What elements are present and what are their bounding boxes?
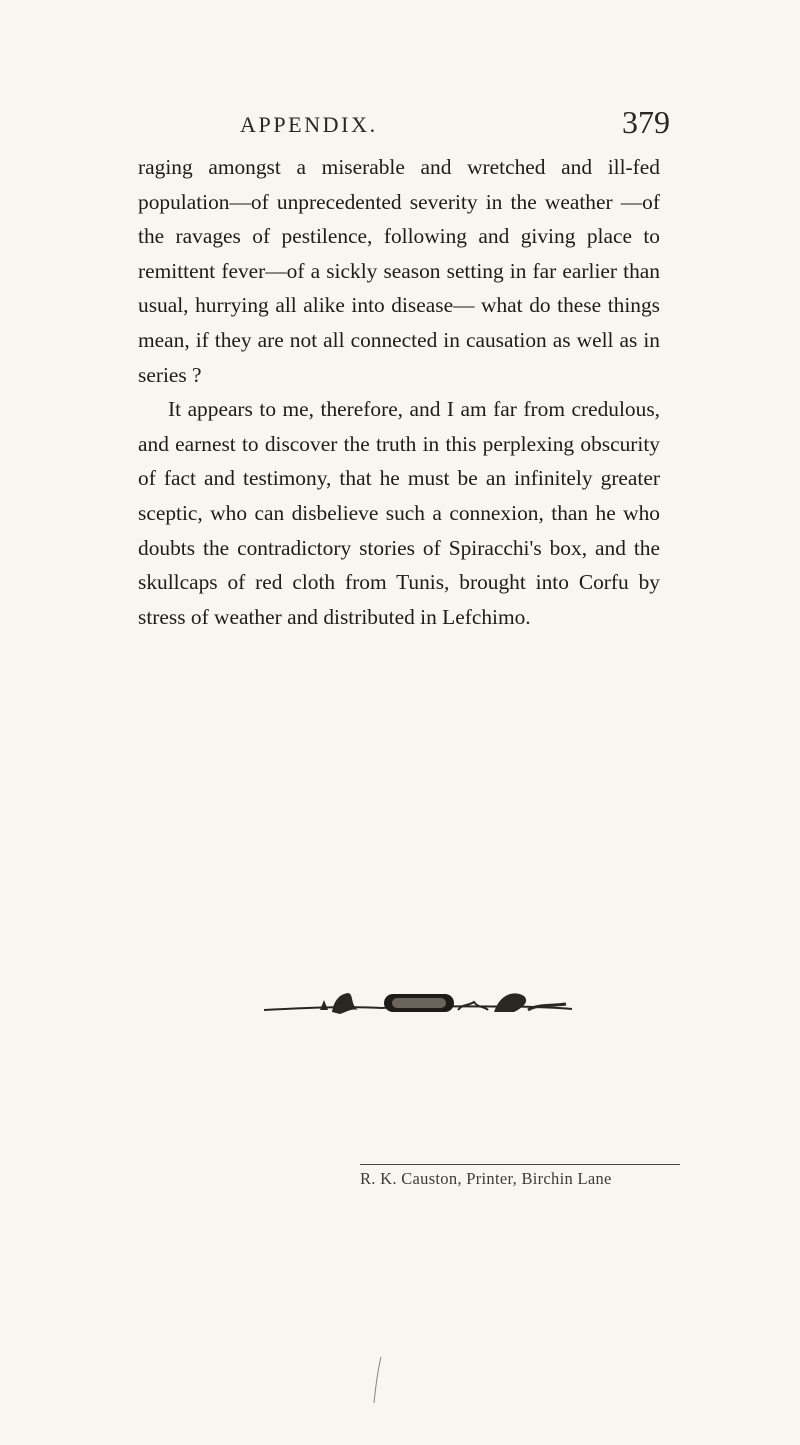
ornament-icon — [262, 988, 574, 1018]
body-text — [138, 150, 660, 634]
page-header — [240, 90, 670, 140]
paragraph-2: It appears to me, therefore, and I am far from credulous, and earnest to discover the truth in this perplexing obscurity of fact and testimony, that he must be an infinitely greater sceptic, who can disbelieve such a connexion, than he who doubts the contradictory stories of Spiracchi's box, and the skullcaps of red cloth from Tunis, brought into Corfu by stress of weather and distributed in Lefchimo. — [138, 397, 660, 629]
printer-colophon — [360, 1164, 680, 1189]
colophon-text: R. K. Causton, Printer, Birchin Lane — [360, 1169, 612, 1188]
running-head: APPENDIX. — [240, 112, 378, 137]
page-number: 379 — [622, 104, 670, 140]
colophon-rule — [360, 1164, 680, 1165]
paragraph-1: raging amongst a miserable and wretched and ill-fed population—of unprecedented severity in the weather —of the ravages of pestilence, following and giving place to remittent fever—of a sickly season setting in far earlier than usual, hurrying all alike into disease— what do these things mean, if they are not all connected in causation as well as in series ? — [138, 155, 660, 387]
printers-ornament — [262, 988, 574, 1018]
stray-ink-mark — [372, 1355, 384, 1405]
